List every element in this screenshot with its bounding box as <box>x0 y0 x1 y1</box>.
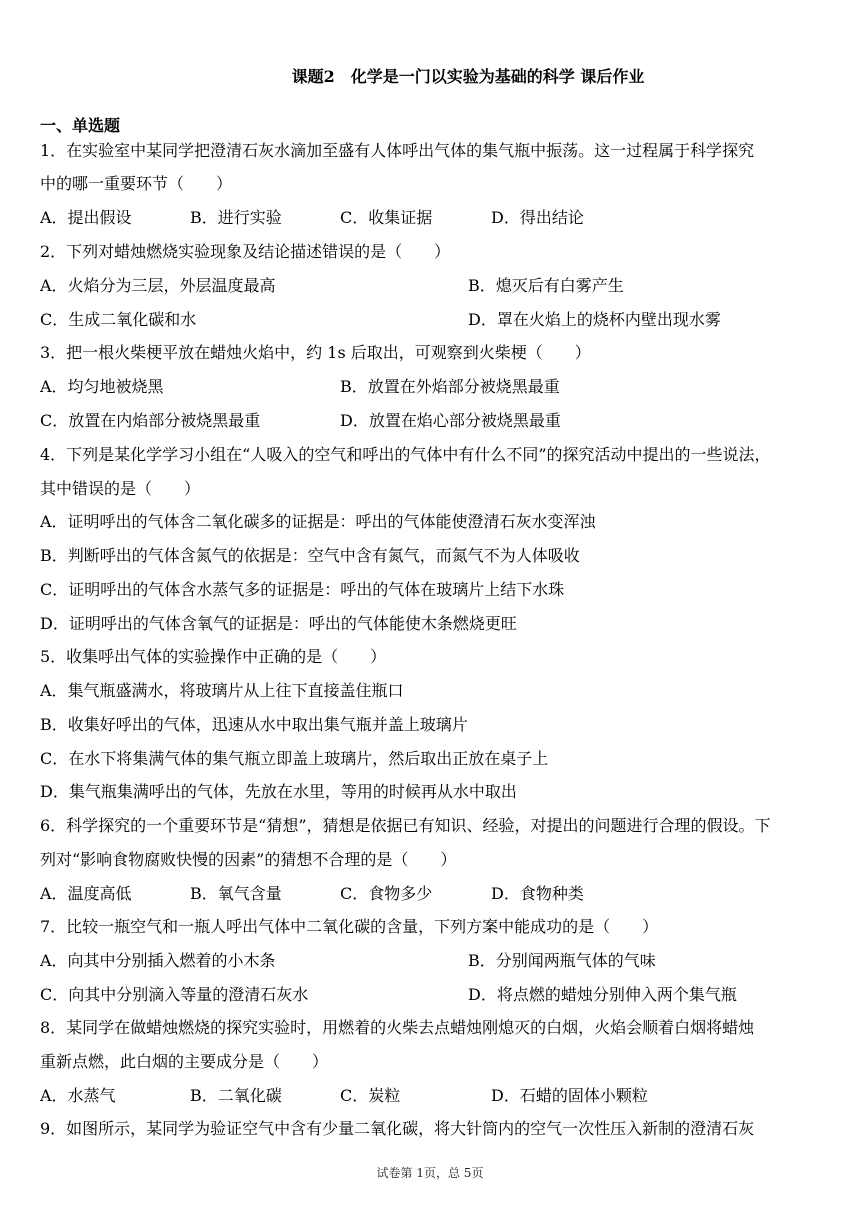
question-6-line-1: 6．科学探究的一个重要环节是“猜想”，猜想是依据已有知识、经验，对提出的问题进行合理的假设。下 <box>40 816 771 835</box>
section-heading: 一、单选题 <box>40 116 121 135</box>
question-8-option-b: B．二氧化碳 <box>190 1086 282 1105</box>
question-6-option-c: C．食物多少 <box>340 884 433 903</box>
question-7-option-c: C．向其中分别滴入等量的澄清石灰水 <box>40 985 309 1004</box>
question-7-option-b: B．分别闻两瓶气体的气味 <box>468 951 656 970</box>
question-7: 7．比较一瓶空气和一瓶人呼出气体中二氧化碳的含量，下列方案中能成功的是（ ） <box>40 917 659 936</box>
question-2-option-b: B．熄灭后有白雾产生 <box>468 276 624 295</box>
question-8-option-c: C．炭粒 <box>340 1086 401 1105</box>
question-5: 5．收集呼出气体的实验操作中正确的是（ ） <box>40 647 387 666</box>
question-6-option-b: B．氧气含量 <box>190 884 282 903</box>
question-2: 2．下列对蜡烛燃烧实验现象及结论描述错误的是（ ） <box>40 242 451 261</box>
question-4-option-a: A．证明呼出的气体含二氧化碳多的证据是：呼出的气体能使澄清石灰水变浑浊 <box>40 512 596 531</box>
question-3-option-a: A．均匀地被烧黑 <box>40 377 164 396</box>
question-2-option-a: A．火焰分为三层，外层温度最高 <box>40 276 276 295</box>
question-1-option-d: D．得出结论 <box>491 208 584 227</box>
question-6-option-d: D．食物种类 <box>491 884 584 903</box>
question-2-option-d: D．罩在火焰上的烧杯内壁出现水雾 <box>468 310 721 329</box>
question-5-option-d: D．集气瓶集满呼出的气体，先放在水里，等用的时候再从水中取出 <box>40 782 517 801</box>
question-8-line-1: 8．某同学在做蜡烛燃烧的探究实验时，用燃着的火柴去点蜡烛刚熄灭的白烟，火焰会顺着白烟将蜡烛 <box>40 1018 755 1037</box>
question-3-option-c: C．放置在内焰部分被烧黑最重 <box>40 411 261 430</box>
question-1-option-c: C．收集证据 <box>340 208 433 227</box>
question-8-option-d: D．石蜡的固体小颗粒 <box>491 1086 648 1105</box>
question-3-option-b: B．放置在外焰部分被烧黑最重 <box>340 377 560 396</box>
question-7-option-d: D．将点燃的蜡烛分别伸入两个集气瓶 <box>468 985 737 1004</box>
question-4-option-c: C．证明呼出的气体含水蒸气多的证据是：呼出的气体在玻璃片上结下水珠 <box>40 580 565 599</box>
page-footer: 试卷第 1页，总 5页 <box>376 1166 484 1180</box>
question-4-line-2: 其中错误的是（ ） <box>40 479 201 498</box>
question-3: 3．把一根火柴梗平放在蜡烛火焰中，约 1s 后取出，可观察到火柴梗（ ） <box>40 343 591 362</box>
page-title: 课题2 化学是一门以实验为基础的科学 课后作业 <box>291 67 645 86</box>
question-1-line-1: 1．在实验室中某同学把澄清石灰水滴加至盛有人体呼出气体的集气瓶中振荡。这一过程属于科学探究 <box>40 141 755 160</box>
question-4-option-b: B．判断呼出的气体含氮气的依据是：空气中含有氮气，而氮气不为人体吸收 <box>40 546 580 565</box>
question-1-option-a: A．提出假设 <box>40 208 132 227</box>
question-4-option-d: D．证明呼出的气体含氧气的证据是：呼出的气体能使木条燃烧更旺 <box>40 614 517 633</box>
question-8-option-a: A．水蒸气 <box>40 1086 116 1105</box>
question-1-line-2: 中的哪一重要环节（ ） <box>40 174 233 193</box>
question-1-option-b: B．进行实验 <box>190 208 282 227</box>
question-8-line-2: 重新点燃，此白烟的主要成分是（ ） <box>40 1052 329 1071</box>
question-6-line-2: 列对“影响食物腐败快慢的因素”的猜想不合理的是（ ） <box>40 850 457 869</box>
question-5-option-a: A．集气瓶盛满水，将玻璃片从上往下直接盖住瓶口 <box>40 681 404 700</box>
question-2-option-c: C．生成二氧化碳和水 <box>40 310 197 329</box>
question-9-line-1: 9．如图所示，某同学为验证空气中含有少量二氧化碳，将大针筒内的空气一次性压入新制的澄清石灰 <box>40 1119 755 1138</box>
question-6-option-a: A．温度高低 <box>40 884 132 903</box>
question-5-option-c: C．在水下将集满气体的集气瓶立即盖上玻璃片，然后取出正放在桌子上 <box>40 749 549 768</box>
question-4-line-1: 4．下列是某化学学习小组在“人吸入的空气和呼出的气体中有什么不同”的探究活动中提出的一些说法， <box>40 445 771 464</box>
question-5-option-b: B．收集好呼出的气体，迅速从水中取出集气瓶并盖上玻璃片 <box>40 715 468 734</box>
question-7-option-a: A．向其中分别插入燃着的小木条 <box>40 951 276 970</box>
question-3-option-d: D．放置在焰心部分被烧黑最重 <box>340 411 561 430</box>
